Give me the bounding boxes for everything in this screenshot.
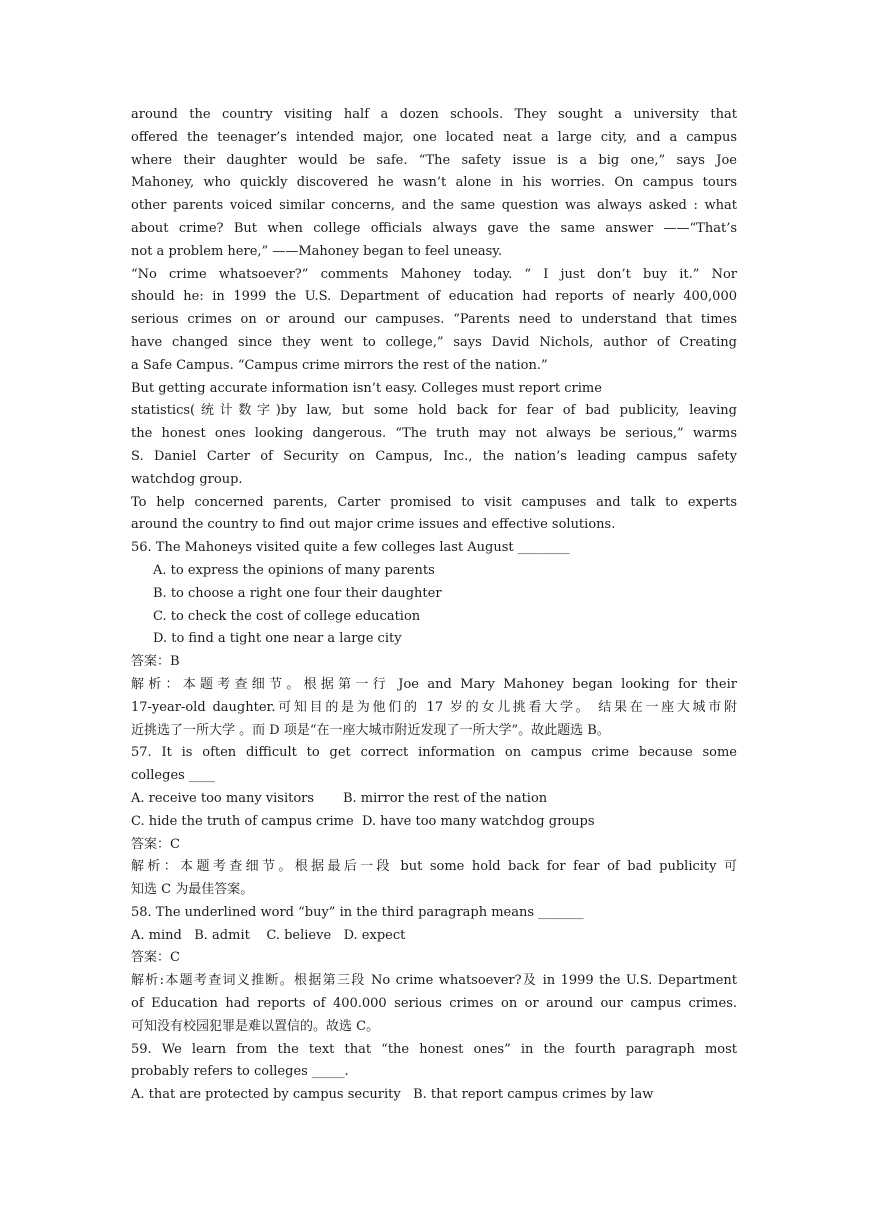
passage-line: statistics(统计数字)by law, but some hold back for fear of bad publicity, leaving xyxy=(131,403,737,419)
question-57-explanation: 解析：本题考查细节。根据最后一段 but some hold back for fear of bad publicity 可 xyxy=(131,859,737,875)
question-56-answer: 答案：B xyxy=(131,654,180,670)
question-56-option-c: C. to check the cost of college education xyxy=(153,608,421,624)
question-56-explanation: 17-year-old daughter.可知目的是为他们的 17 岁的女儿挑看大学。 结果在一座大城市附 xyxy=(131,699,737,715)
question-56-option-d: D. to find a tight one near a large city xyxy=(153,631,402,647)
question-56-option-b: B. to choose a right one four their daughter xyxy=(153,585,442,601)
passage-line: “No crime whatsoever?” comments Mahoney today. “ I just don’t buy it.” Nor xyxy=(131,266,737,282)
passage-line: around the country visiting half a dozen schools. They sought a university that xyxy=(131,107,737,122)
passage-line: offered the teenager’s intended major, one located neat a large city, and a campus xyxy=(131,129,737,145)
passage-line: S. Daniel Carter of Security on Campus, Inc., the nation’s leading campus safety xyxy=(131,448,737,464)
passage-line: watchdog group. xyxy=(131,471,243,487)
question-57-options-ab: A. receive too many visitors B. mirror the rest of the nation xyxy=(131,790,548,806)
question-57: colleges ____ xyxy=(131,768,215,784)
question-59: 59. We learn from the text that “the honest ones” in the fourth paragraph most xyxy=(131,1041,737,1057)
passage-line: should he: in 1999 the U.S. Department of education had reports of nearly 400,000 xyxy=(131,289,737,305)
question-58-answer: 答案：C xyxy=(131,950,180,966)
passage-line: serious crimes on or around our campuses. “Parents need to understand that times xyxy=(131,312,737,328)
document-page xyxy=(131,104,737,1107)
question-58-explanation: 解析:本题考查词义推断。根据第三段 No crime whatsoever?及 in 1999 the U.S. Department xyxy=(131,973,737,989)
passage-line: have changed since they went to college,” says David Nichols, author of Creating xyxy=(131,334,737,350)
question-57-answer: 答案：C xyxy=(131,836,180,852)
question-58-explanation: of Education had reports of 400.000 serious crimes on or around our campus crimes. xyxy=(131,996,737,1012)
passage-line: Mahoney, who quickly discovered he wasn’t alone in his worries. On campus tours xyxy=(131,175,737,191)
question-59: probably refers to colleges _____. xyxy=(131,1064,349,1080)
passage-line: To help concerned parents, Carter promised to visit campuses and talk to experts xyxy=(131,494,737,510)
passage-line: around the country to find out major crime issues and effective solutions. xyxy=(131,517,616,533)
passage-line: a Safe Campus. “Campus crime mirrors the rest of the nation.” xyxy=(131,357,548,373)
question-58-explanation: 可知没有校园犯罪是难以置信的。故选 C。 xyxy=(131,1018,380,1034)
question-58: 58. The underlined word “buy” in the third paragraph means _______ xyxy=(131,904,584,920)
question-56: 56. The Mahoneys visited quite a few colleges last August ________ xyxy=(131,540,570,556)
question-56-option-a: A. to express the opinions of many parents xyxy=(153,562,435,578)
passage-line: not a problem here,” ——Mahoney began to feel uneasy. xyxy=(131,243,502,259)
question-57: 57. It is often difficult to get correct information on campus crime because some xyxy=(131,745,737,761)
question-57-explanation: 知选 C 为最佳答案。 xyxy=(131,882,254,898)
question-59-options-ab: A. that are protected by campus security B. that report campus crimes by law xyxy=(131,1087,654,1103)
passage-line: where their daughter would be safe. “The safety issue is a big one,” says Joe xyxy=(131,152,737,168)
passage-line: about crime? But when college officials always gave the same answer ——“That’s xyxy=(131,220,737,236)
question-58-options: A. mind B. admit C. believe D. expect xyxy=(131,927,406,943)
passage-line: the honest ones looking dangerous. “The truth may not always be serious,” warms xyxy=(131,426,737,442)
question-57-options-cd: C. hide the truth of campus crime D. have too many watchdog groups xyxy=(131,813,595,829)
question-56-explanation: 解析：本题考查细节。根据第一行 Joe and Mary Mahoney began looking for their xyxy=(131,676,737,692)
question-56-explanation: 近挑选了一所大学 。而 D 项是“在一座大城市附近发现了一所大学”。故此题选 B。 xyxy=(131,722,610,738)
passage-line: other parents voiced similar concerns, and the same question was always asked : what xyxy=(131,198,737,214)
passage-line: But getting accurate information isn’t easy. Colleges must report crime xyxy=(131,380,602,396)
